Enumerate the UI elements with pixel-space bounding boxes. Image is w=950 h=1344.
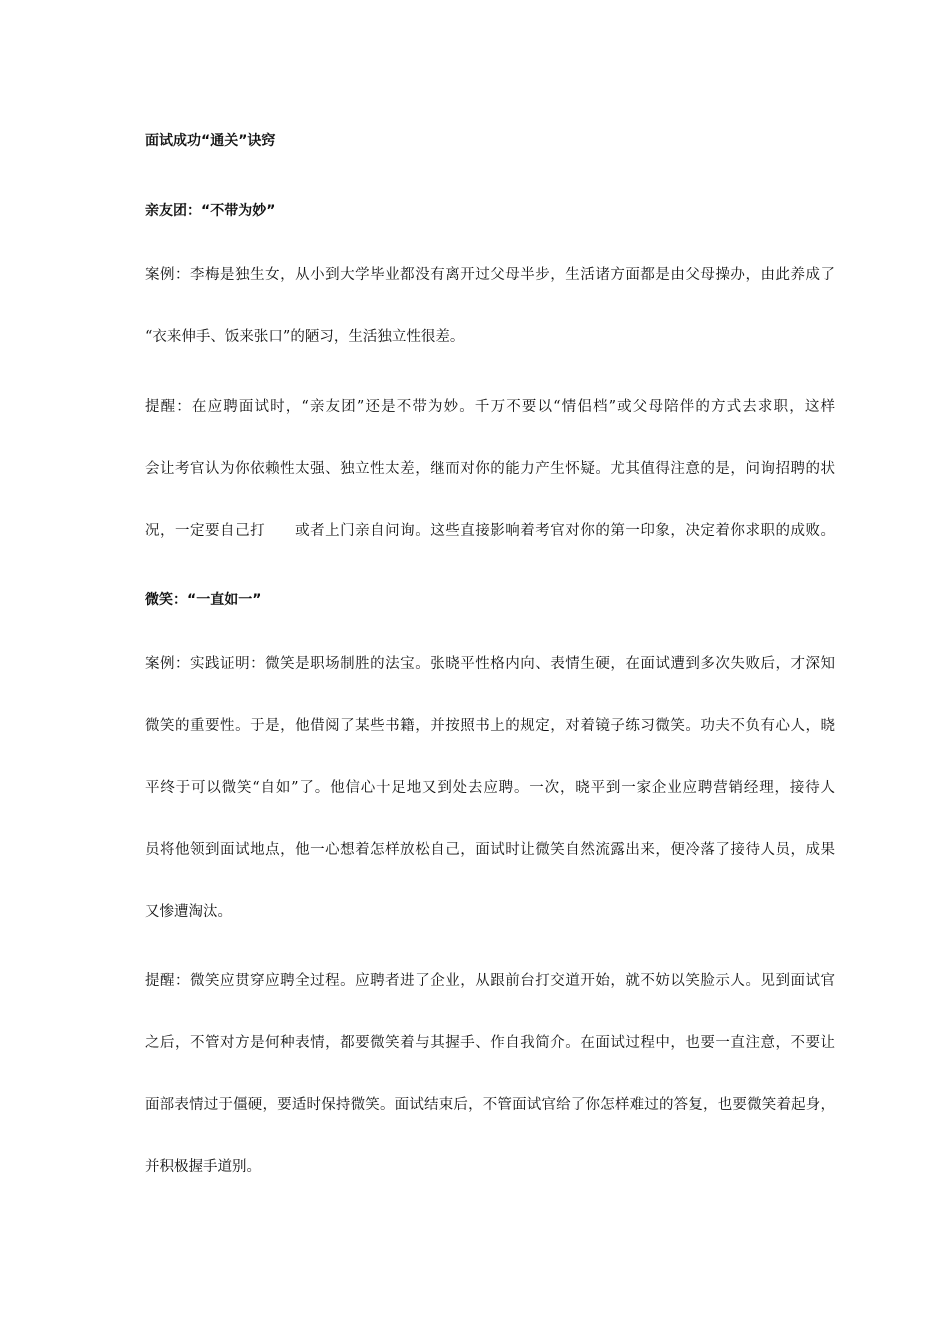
paragraph-line: 提醒：微笑应贯穿应聘全过程。应聘者进了企业，从跟前台打交道开始，就不妨以笑脸示人。见到面试官 [145, 973, 835, 989]
paragraph-line: 平终于可以微笑“自如”了。他信心十足地又到处去应聘。一次，晓平到一家企业应聘营销经理，接待人 [145, 780, 835, 796]
paragraph-line: 况，一定要自己打 或者上门亲自问询。这些直接影响着考官对你的第一印象，决定着你求职的成败。 [145, 523, 835, 539]
section-heading-friends: 亲友团：“不带为妙” [145, 203, 276, 219]
paragraph-line: 并积极握手道别。 [145, 1159, 261, 1175]
paragraph-line: 又惨遭淘汰。 [145, 904, 232, 920]
paragraph-line: 提醒：在应聘面试时，“亲友团”还是不带为妙。千万不要以“情侣档”或父母陪伴的方式去求职，这样 [145, 399, 835, 415]
paragraph-line: 员将他领到面试地点，他一心想着怎样放松自己，面试时让微笑自然流露出来，便冷落了接待人员，成果 [145, 842, 835, 858]
paragraph-line: 案例：实践证明：微笑是职场制胜的法宝。张晓平性格内向、表情生硬，在面试遭到多次失败后，才深知 [145, 656, 835, 672]
paragraph-line: 案例：李梅是独生女，从小到大学毕业都没有离开过父母半步，生活诸方面都是由父母操办，由此养成了 [145, 267, 835, 283]
paragraph-line: “衣来伸手、饭来张口”的陋习，生活独立性很差。 [145, 329, 465, 345]
paragraph-line: 微笑的重要性。于是，他借阅了某些书籍，并按照书上的规定，对着镜子练习微笑。功夫不负有心人，晓 [145, 718, 835, 734]
paragraph-line: 会让考官认为你依赖性太强、独立性太差，继而对你的能力产生怀疑。尤其值得注意的是，问询招聘的状 [145, 461, 835, 477]
paragraph-line: 面部表情过于僵硬，要适时保持微笑。面试结束后，不管面试官给了你怎样难过的答复，也要微笑着起身， [145, 1097, 835, 1113]
section-heading-smile: 微笑：“一直如一” [145, 592, 262, 608]
paragraph-line: 之后，不管对方是何种表情，都要微笑着与其握手、作自我简介。在面试过程中，也要一直注意，不要让 [145, 1035, 835, 1051]
document-title: 面试成功“通关”诀窍 [145, 133, 276, 149]
